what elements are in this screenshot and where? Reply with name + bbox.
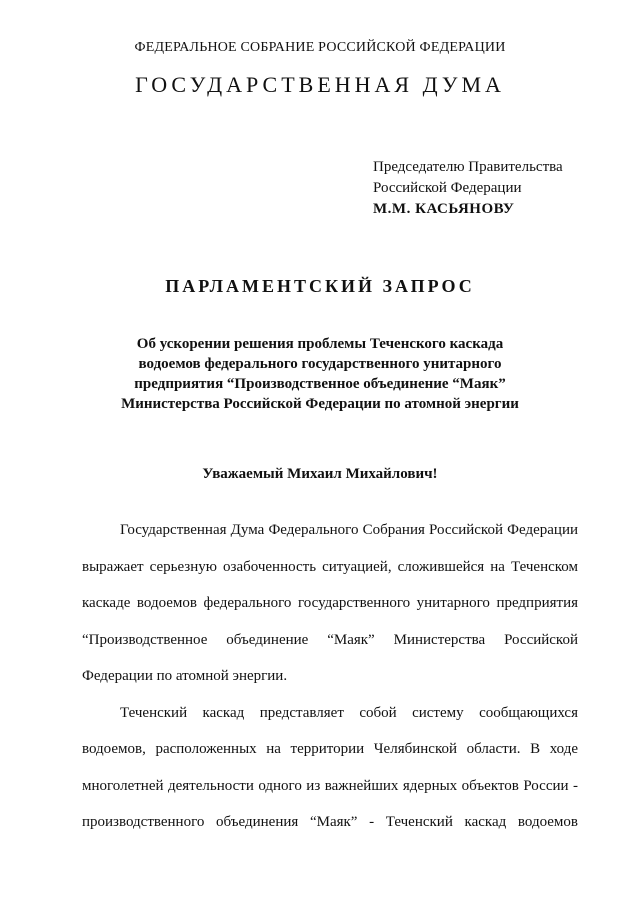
paragraph-1-line: Федерации по атомной энергии.: [82, 668, 288, 684]
document-subject: [90, 334, 550, 414]
paragraph-1-line: выражает серьезную озабоченность ситуацией, сложившейся на Теченском: [82, 558, 578, 575]
paragraph-1-line: каскаде водоемов федерального государственного унитарного предприятия: [82, 595, 578, 611]
body-text: [82, 512, 578, 841]
subject-line: предприятия “Производственное объединение “Маяк”: [134, 376, 506, 392]
paragraph-2-line: водоемов, расположенных на территории Челябинской области. В ходе: [82, 741, 578, 757]
addressee-title-line: Председателю Правительства: [373, 159, 563, 175]
subject-line: Об ускорении решения проблемы Теченского каскада: [136, 336, 504, 352]
subject-line: Министерства Российской Федерации по атомной энергии: [121, 396, 519, 412]
paragraph-2-line: многолетней деятельности одного из важнейших ядерных объектов России -: [82, 777, 578, 794]
addressee-name: М.М. КАСЬЯНОВУ: [373, 201, 515, 217]
paragraph-1-line: “Производственное объединение “Маяк” Министерства Российской: [82, 631, 578, 648]
organization-header: ФЕДЕРАЛЬНОЕ СОБРАНИЕ РОССИЙСКОЙ ФЕДЕРАЦИИ: [134, 40, 506, 55]
paragraph-1-line: Государственная Дума Федерального Собрания Российской Федерации: [120, 522, 578, 538]
document-type-title: ПАРЛАМЕНТСКИЙ ЗАПРОС: [165, 276, 475, 296]
chamber-header: ГОСУДАРСТВЕННАЯ ДУМА: [135, 72, 505, 97]
greeting: Уважаемый Михаил Михайлович!: [202, 466, 438, 482]
paragraph-2-line: Теченский каскад представляет собой систему сообщающихся: [120, 704, 578, 721]
paragraph-2-line: производственного объединения “Маяк” - Теченский каскад водоемов: [82, 814, 578, 830]
addressee-block: [373, 157, 563, 220]
addressee-country-line: Российской Федерации: [373, 180, 522, 196]
subject-line: водоемов федерального государственного унитарного: [138, 356, 502, 372]
